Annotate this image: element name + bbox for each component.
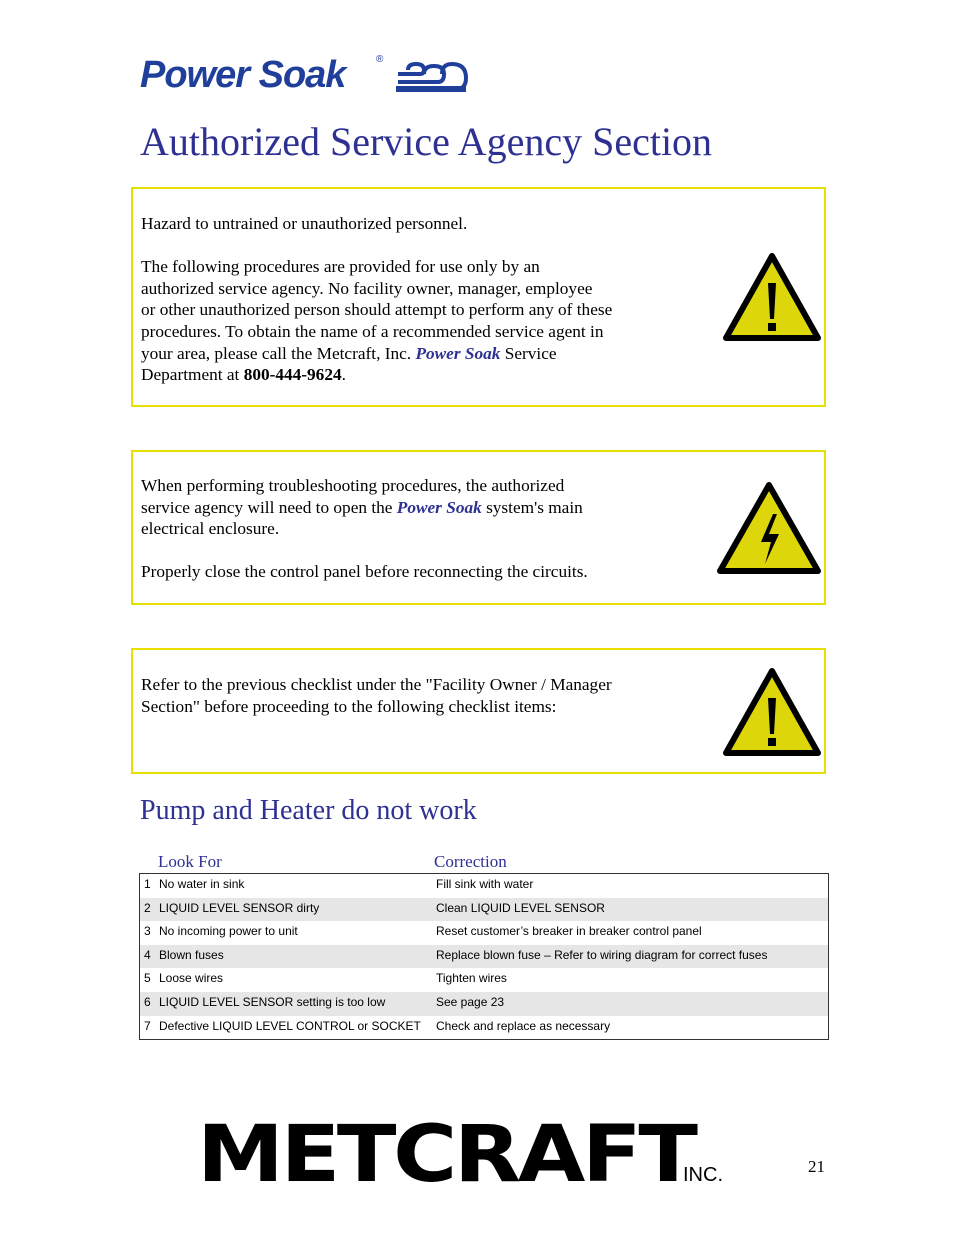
metcraft-logo-inc: INC. xyxy=(683,1164,723,1186)
warning-line: When performing troubleshooting procedures, the authorized xyxy=(141,476,565,495)
warning-line: or other unauthorized person should attempt to perform any of these xyxy=(141,300,613,320)
correction-cell: Reset customer’s breaker in breaker control panel xyxy=(436,924,702,939)
warning-line xyxy=(141,364,612,386)
warning-line xyxy=(141,497,588,519)
table-row xyxy=(140,945,828,969)
table-row xyxy=(140,921,828,945)
metcraft-logo-text: METCRAFT xyxy=(197,1110,695,1200)
caution-icon xyxy=(721,251,823,343)
metcraft-logo xyxy=(197,1110,737,1200)
table-row xyxy=(140,1016,828,1040)
column-header-look-for: Look For xyxy=(158,852,222,871)
caution-icon xyxy=(721,666,823,758)
correction-cell: Clean LIQUID LEVEL SENSOR xyxy=(436,900,605,915)
warning-line: Properly close the control panel before reconnecting the circuits. xyxy=(141,562,588,582)
warning-line xyxy=(141,343,612,365)
look-for-cell: Loose wires xyxy=(159,971,224,986)
row-number: 4 xyxy=(144,947,151,962)
page-title: Authorized Service Agency Section xyxy=(140,119,713,164)
warning-headline: Hazard to untrained or unauthorized personnel. xyxy=(141,214,468,233)
warning-line: Refer to the previous checklist under the "Facility Owner / Manager xyxy=(141,675,612,694)
correction-cell: Fill sink with water xyxy=(436,877,534,891)
warning-line: The following procedures are provided for use only by an xyxy=(141,257,540,277)
warning-line: procedures. To obtain the name of a recommended service agent in xyxy=(141,321,604,341)
row-number: 3 xyxy=(144,924,151,939)
row-number: 5 xyxy=(144,971,151,986)
row-number: 7 xyxy=(144,1018,151,1033)
warning-line-text: service agency will need to open the xyxy=(141,497,397,517)
look-for-cell: LIQUID LEVEL SENSOR dirty xyxy=(159,900,320,915)
look-for-cell: Defective LIQUID LEVEL CONTROL or SOCKET xyxy=(159,1018,421,1033)
warning-line: electrical enclosure. xyxy=(141,519,280,539)
warning-line-text: your area, please call the Metcraft, Inc. xyxy=(141,343,416,363)
table-row xyxy=(140,898,828,922)
row-number: 6 xyxy=(144,995,151,1009)
table-row xyxy=(140,874,828,898)
warning-text xyxy=(141,674,612,717)
warning-box-unauthorized xyxy=(131,187,826,407)
power-soak-logo-text: Power Soak xyxy=(140,54,346,96)
warning-line: Section" before proceeding to the following checklist items: xyxy=(141,696,557,716)
warning-line-text: Service xyxy=(500,343,557,363)
warning-box-electrical xyxy=(131,450,826,605)
correction-cell: Tighten wires xyxy=(436,971,507,986)
page-number: 21 xyxy=(808,1157,825,1176)
power-soak-logo xyxy=(140,52,470,98)
look-for-cell: Blown fuses xyxy=(159,947,224,962)
column-header-correction: Correction xyxy=(434,852,507,871)
correction-cell: Replace blown fuse – Refer to wiring diagram for correct fuses xyxy=(436,947,768,962)
brand-name: Power Soak xyxy=(415,343,501,363)
warning-line-text: Department at xyxy=(141,365,244,385)
warning-text xyxy=(141,475,588,583)
brand-name: Power Soak xyxy=(396,497,482,517)
warning-line-text: system's main xyxy=(481,497,583,517)
warning-line-text: . xyxy=(341,365,346,385)
registered-mark: ® xyxy=(376,54,384,65)
row-number: 2 xyxy=(144,900,151,915)
warning-text xyxy=(141,213,612,386)
service-phone-number: 800-444-9624 xyxy=(243,365,342,385)
correction-cell: Check and replace as necessary xyxy=(436,1018,611,1033)
warning-line: authorized service agency. No facility owner, manager, employee xyxy=(141,278,593,298)
table-row xyxy=(140,992,828,1016)
section-title: Pump and Heater do not work xyxy=(140,795,477,826)
correction-cell: See page 23 xyxy=(436,995,505,1009)
troubleshooting-checklist xyxy=(139,873,829,1040)
warning-box-checklist-reference xyxy=(131,648,826,774)
power-soak-wave-icon xyxy=(394,56,470,94)
electrical-hazard-icon xyxy=(715,480,823,576)
look-for-cell: No incoming power to unit xyxy=(159,924,298,939)
table-row xyxy=(140,968,828,992)
row-number: 1 xyxy=(144,877,151,891)
look-for-cell: LIQUID LEVEL SENSOR setting is too low xyxy=(159,995,386,1009)
look-for-cell: No water in sink xyxy=(159,877,245,891)
